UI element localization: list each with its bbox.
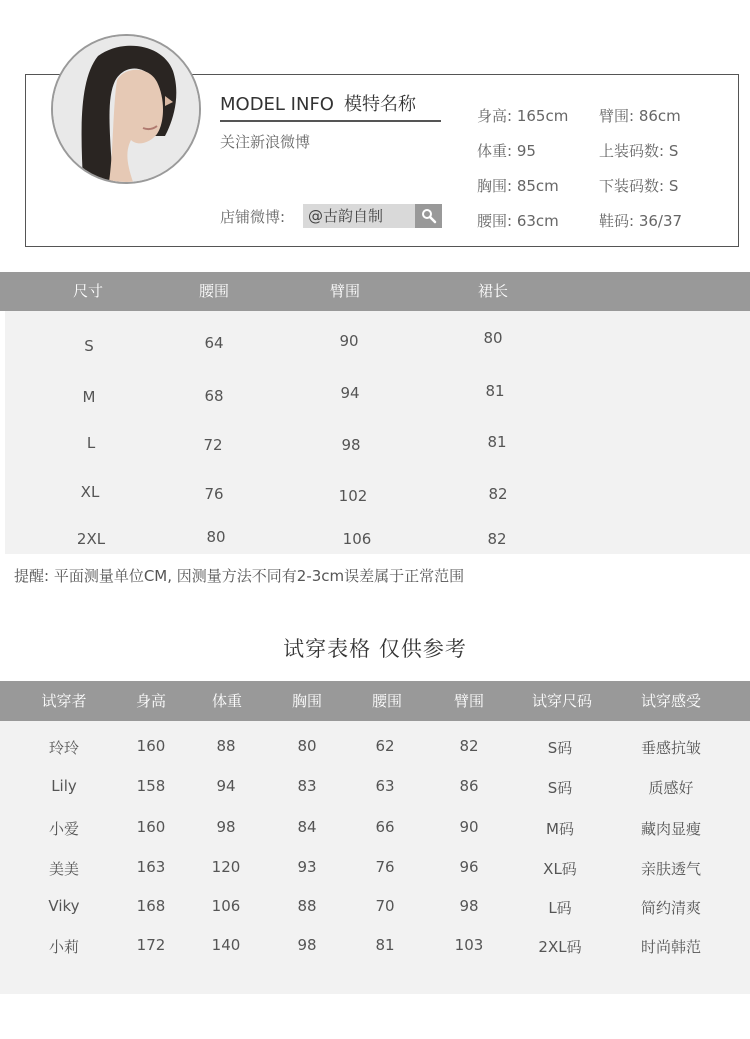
trial-cell: 80 (297, 737, 317, 755)
model-info-title-en: MODEL INFO (220, 94, 334, 115)
model-name-label: 模特名称 (343, 94, 416, 115)
size-cell: 2XL (76, 530, 106, 548)
size-cell: 72 (203, 436, 223, 454)
trial-col-weight: 体重 (211, 692, 242, 710)
trial-col-waist: 腰围 (371, 692, 402, 710)
size-cell: 81 (487, 433, 507, 451)
trial-cell: 160 (136, 818, 166, 836)
trial-cell: 垂感抗皱 (640, 739, 701, 757)
trial-cell: 93 (297, 858, 317, 876)
size-cell: 64 (204, 334, 224, 352)
trial-col-feel: 试穿感受 (640, 692, 701, 710)
trial-cell: 168 (136, 897, 166, 915)
trial-cell: 2XL码 (538, 938, 582, 956)
size-cell: 68 (204, 387, 224, 405)
size-cell: 102 (338, 487, 368, 505)
model-stat-height: 身高: 165cm (477, 107, 569, 125)
trial-cell: 94 (216, 777, 236, 795)
size-cell: S (84, 337, 94, 355)
trial-cell: 160 (136, 737, 166, 755)
size-cell: 82 (488, 485, 508, 503)
trial-cell: 简约清爽 (640, 899, 701, 917)
trial-cell: L码 (548, 899, 572, 917)
size-cell: L (86, 434, 96, 452)
model-info-title (220, 90, 441, 122)
size-cell: 94 (340, 384, 360, 402)
trial-cell: 140 (211, 936, 241, 954)
trial-cell: 62 (375, 737, 395, 755)
trial-cell: 时尚韩范 (640, 938, 701, 956)
search-icon (421, 208, 437, 224)
size-cell: 80 (483, 329, 503, 347)
follow-weibo-text: 关注新浪微博 (220, 133, 311, 151)
model-stat-waist: 腰围: 63cm (477, 212, 559, 230)
size-cell: 90 (339, 332, 359, 350)
trial-cell: 98 (297, 936, 317, 954)
trial-cell: 玲玲 (48, 739, 79, 757)
size-col-waist: 腰围 (198, 282, 229, 300)
size-cell: 80 (206, 528, 226, 546)
size-cell: 106 (342, 530, 372, 548)
trial-cell: 106 (211, 897, 241, 915)
trial-cell: 88 (216, 737, 236, 755)
trial-cell: 82 (459, 737, 479, 755)
trial-col-tester: 试穿者 (41, 692, 87, 710)
size-cell: M (82, 388, 96, 406)
trial-cell: 83 (297, 777, 317, 795)
weibo-search-button[interactable] (415, 204, 442, 228)
model-portrait-icon (53, 36, 199, 182)
model-stat-top-size: 上装码数: S (599, 142, 679, 160)
trial-col-size: 试穿尺码 (531, 692, 592, 710)
avatar (51, 34, 201, 184)
trial-cell: 质感好 (648, 779, 694, 797)
shop-weibo-label: 店铺微博: (220, 208, 286, 226)
model-stat-weight: 体重: 95 (477, 142, 536, 160)
trial-cell: Lily (51, 777, 77, 795)
trial-col-height: 身高 (135, 692, 166, 710)
size-cell: 76 (204, 485, 224, 503)
size-col-size: 尺寸 (72, 282, 103, 300)
size-col-length: 裙长 (477, 282, 508, 300)
trial-cell: 小爱 (48, 820, 79, 838)
trial-cell: Viky (48, 897, 80, 915)
size-col-arm: 臂围 (329, 282, 360, 300)
trial-cell: 70 (375, 897, 395, 915)
trial-cell: 81 (375, 936, 395, 954)
model-stat-bottom-size: 下装码数: S (599, 177, 679, 195)
trial-cell: 84 (297, 818, 317, 836)
trial-cell: 120 (211, 858, 241, 876)
trial-cell: 美美 (48, 860, 79, 878)
model-stat-arm: 臂围: 86cm (599, 107, 681, 125)
trial-cell: 63 (375, 777, 395, 795)
trial-col-arm: 臂围 (453, 692, 484, 710)
trial-cell: 88 (297, 897, 317, 915)
shop-weibo-handle[interactable]: @古韵自制 (303, 204, 415, 228)
trial-cell: S码 (547, 739, 573, 757)
trial-cell: 163 (136, 858, 166, 876)
trial-cell: 98 (216, 818, 236, 836)
trial-cell: 158 (136, 777, 166, 795)
trial-cell: 90 (459, 818, 479, 836)
trial-cell: 亲肤透气 (640, 860, 701, 878)
trial-cell: 藏肉显瘦 (640, 820, 701, 838)
trial-cell: 103 (454, 936, 484, 954)
trial-table-header (0, 681, 750, 721)
size-cell: 82 (487, 530, 507, 548)
size-cell: 98 (341, 436, 361, 454)
trial-cell: 86 (459, 777, 479, 795)
trial-col-bust: 胸围 (291, 692, 322, 710)
model-stat-shoe-size: 鞋码: 36/37 (599, 212, 683, 230)
trial-table-title: 试穿表格 仅供参考 (283, 637, 467, 661)
size-table-body (5, 311, 750, 554)
size-cell: 81 (485, 382, 505, 400)
trial-cell: 96 (459, 858, 479, 876)
trial-cell: S码 (547, 779, 573, 797)
size-cell: XL (80, 483, 100, 501)
trial-cell: 小莉 (48, 938, 79, 956)
trial-cell: 76 (375, 858, 395, 876)
size-table-header (0, 272, 750, 311)
model-stat-bust: 胸围: 85cm (477, 177, 559, 195)
trial-cell: 66 (375, 818, 395, 836)
trial-cell: XL码 (543, 860, 577, 878)
trial-cell: 98 (459, 897, 479, 915)
measurement-note: 提醒: 平面测量单位CM, 因测量方法不同有2-3cm误差属于正常范围 (14, 567, 465, 585)
trial-cell: M码 (546, 820, 574, 838)
trial-cell: 172 (136, 936, 166, 954)
